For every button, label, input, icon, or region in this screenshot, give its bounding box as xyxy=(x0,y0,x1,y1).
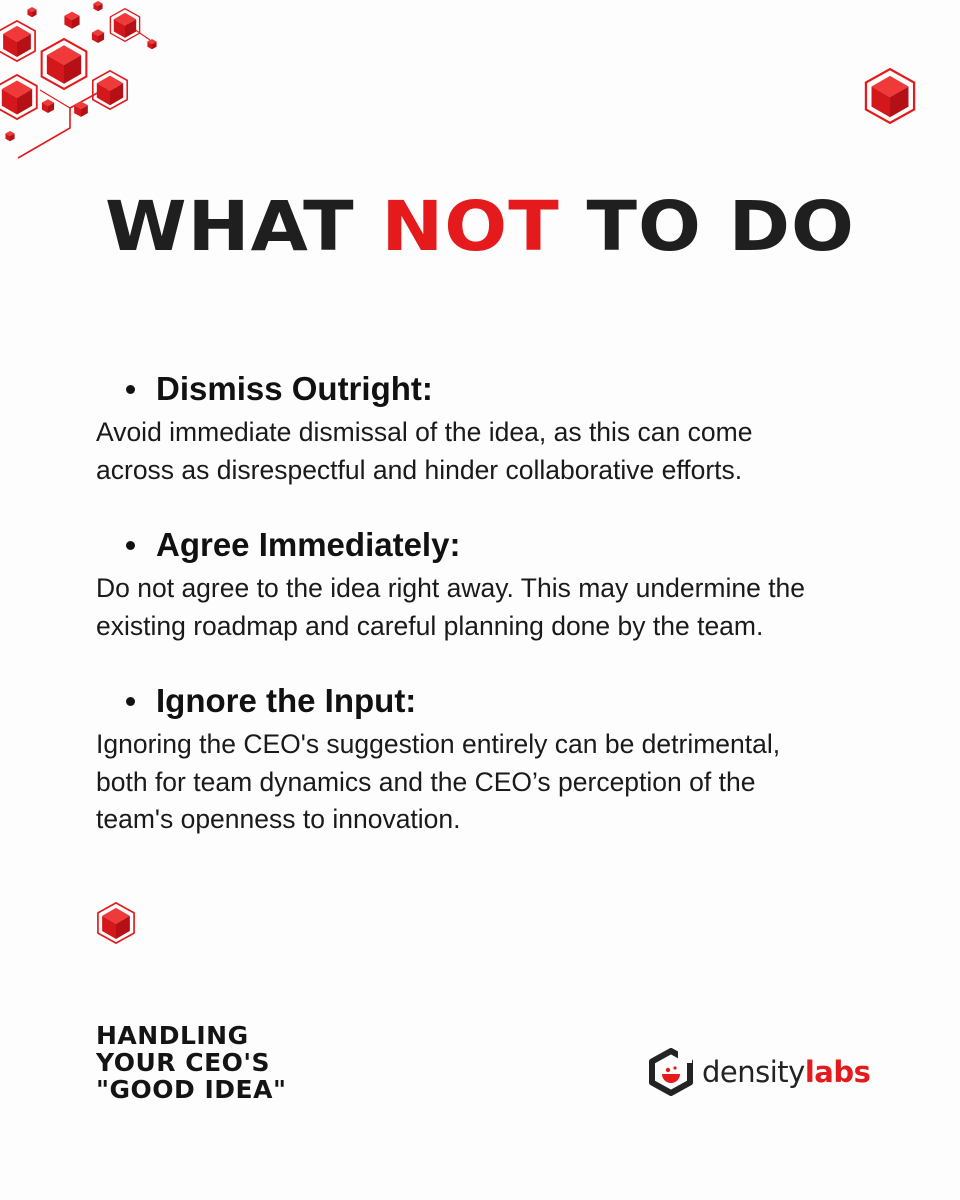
cube-icon xyxy=(92,29,104,43)
list-item xyxy=(96,522,886,645)
description-line: both for team dynamics and the CEO’s perception of the xyxy=(96,766,756,797)
item-description xyxy=(96,726,886,839)
cube-icon xyxy=(27,7,36,17)
series-title xyxy=(96,1022,287,1103)
description-line: existing roadmap and careful planning done by the team. xyxy=(96,610,764,641)
item-heading-text: Ignore the Input: xyxy=(156,682,417,719)
description-line: Ignoring the CEO's suggestion entirely can be detrimental, xyxy=(96,729,781,759)
list-item xyxy=(96,678,886,839)
cube-icon xyxy=(42,99,54,113)
item-heading xyxy=(126,522,886,568)
description-line: Avoid immediate dismissal of the idea, as this can come xyxy=(96,417,753,447)
title-prefix: WHAT xyxy=(105,187,382,267)
description-line: team's openness to innovation. xyxy=(96,804,461,834)
series-title-line: HANDLING xyxy=(96,1021,249,1050)
bullet-icon xyxy=(126,541,135,550)
series-title-line: YOUR CEO'S xyxy=(96,1048,271,1077)
hexagon-cube-icon xyxy=(0,21,35,61)
title-suffix: TO DO xyxy=(559,187,855,267)
list-item xyxy=(96,366,886,489)
item-description xyxy=(96,414,886,489)
brand-name-part2: labs xyxy=(804,1055,871,1089)
hexagon-cube-icon xyxy=(0,75,37,119)
cube-icon xyxy=(147,39,156,49)
item-heading-text: Agree Immediately: xyxy=(156,526,461,563)
tips-list xyxy=(96,366,886,872)
description-line: across as disrespectful and hinder collaborative efforts. xyxy=(96,454,743,485)
brand-logo xyxy=(648,1048,870,1096)
hexagon-cube-icon xyxy=(110,9,139,42)
hexagon-cube-icon xyxy=(95,902,137,944)
cube-icon xyxy=(93,1,102,11)
hexagon-cluster-decoration xyxy=(0,0,200,170)
hexagon-cube-icon xyxy=(862,68,918,124)
page-title xyxy=(0,187,960,267)
item-heading xyxy=(126,366,886,412)
brand-name-part1: density xyxy=(702,1055,805,1089)
item-description xyxy=(96,570,886,645)
item-heading-text: Dismiss Outright: xyxy=(156,370,433,407)
item-heading xyxy=(126,678,886,724)
density-labs-logo-icon xyxy=(648,1048,694,1096)
cube-icon xyxy=(64,12,79,29)
hexagon-cube-icon xyxy=(93,71,127,109)
series-title-line: "GOOD IDEA" xyxy=(96,1075,287,1104)
bullet-icon xyxy=(126,385,135,394)
description-line: Do not agree to the idea right away. This may undermine the xyxy=(96,573,806,603)
hexagon-cube-icon xyxy=(42,39,87,89)
cube-icon xyxy=(5,131,14,141)
bullet-icon xyxy=(126,697,135,706)
brand-name xyxy=(702,1055,870,1089)
title-accent: NOT xyxy=(381,187,560,267)
